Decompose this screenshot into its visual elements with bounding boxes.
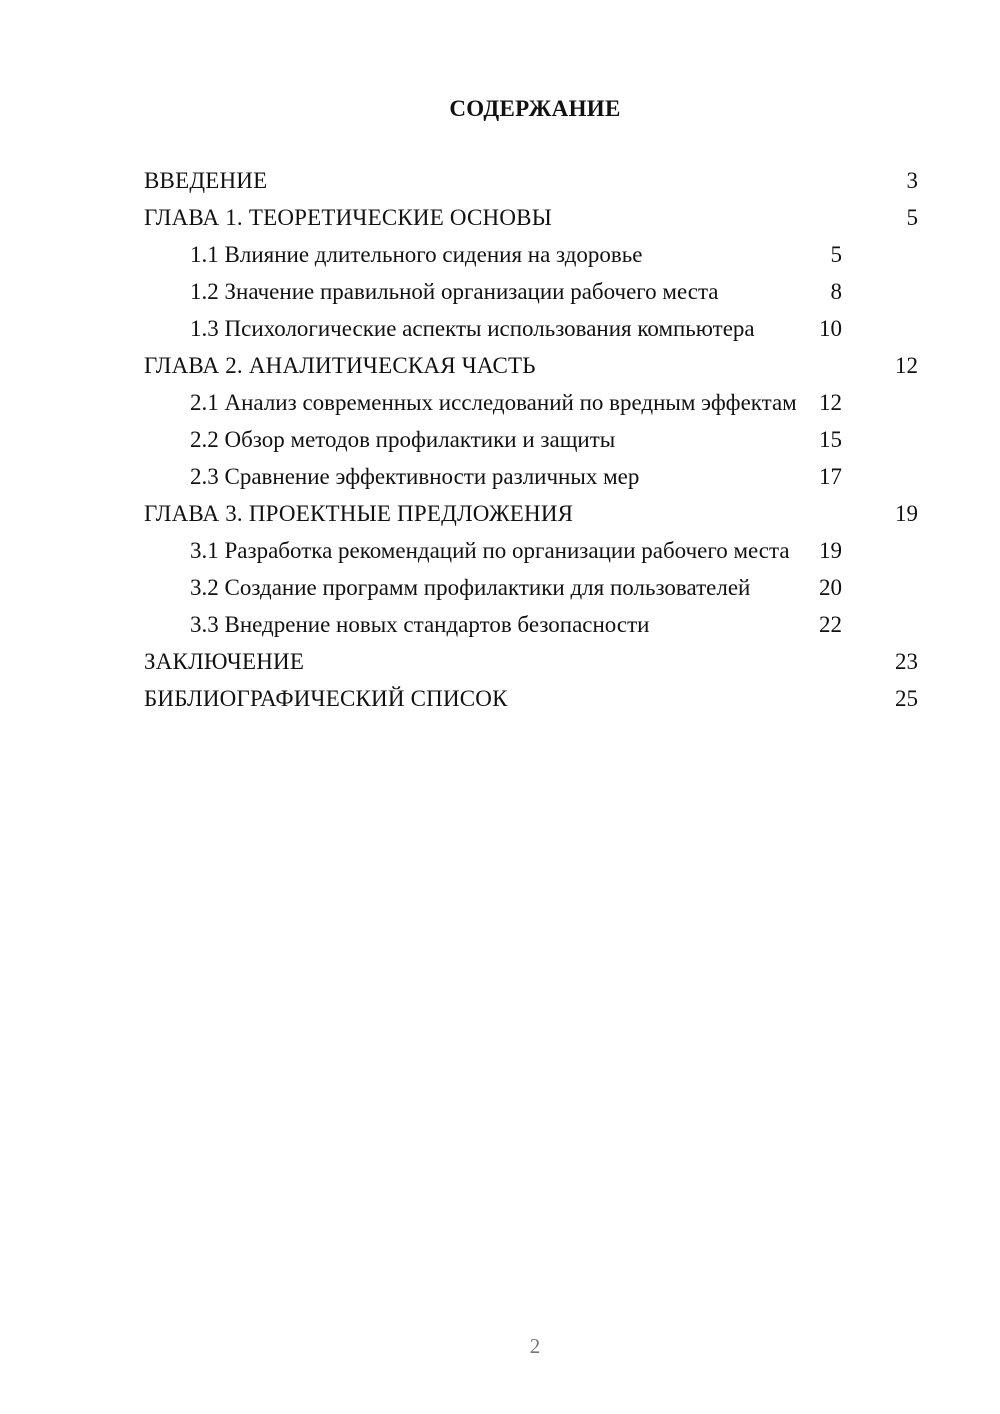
toc-entry-chapter-3 (144, 501, 918, 527)
toc-entry-label: 1.1 Влияние длительного сидения на здоровье (190, 242, 643, 267)
toc-entry-section-3-1 (144, 538, 918, 564)
toc-entry-label: 2.1 Анализ современных исследований по вредным эффектам (190, 390, 797, 415)
toc-entry-page: 19 (895, 501, 918, 526)
toc-entry-section-2-1 (144, 390, 918, 416)
toc-entry-label: 3.2 Создание программ профилактики для пользователей (190, 575, 751, 600)
toc-entry-page: 8 (830, 279, 842, 304)
toc-entry-label: 3.3 Внедрение новых стандартов безопасности (190, 612, 650, 637)
toc-entry-page: 25 (895, 686, 918, 711)
toc-entry-section-1-3 (144, 316, 918, 342)
toc-entry-label: 2.3 Сравнение эффективности различных мер (190, 464, 640, 489)
toc-entry-label: 1.3 Психологические аспекты использования компьютера (190, 316, 755, 341)
toc-entry-page: 3 (906, 168, 918, 193)
toc-entry-page: 5 (830, 242, 842, 267)
toc-entry-page: 10 (819, 316, 842, 341)
toc-entry-section-3-2 (144, 575, 918, 601)
toc-entry-section-2-2 (144, 427, 918, 453)
toc-entry-page: 23 (895, 649, 918, 674)
toc-entry-conclusion (144, 649, 918, 675)
toc-entry-page: 15 (819, 427, 842, 452)
toc-entry-label: ГЛАВА 2. АНАЛИТИЧЕСКАЯ ЧАСТЬ (144, 353, 536, 378)
page-number: 2 (529, 1334, 541, 1358)
toc-entry-section-3-3 (144, 612, 918, 638)
toc-entry-label: БИБЛИОГРАФИЧЕСКИЙ СПИСОК (144, 686, 508, 711)
toc-entry-introduction (144, 168, 918, 194)
page-title: СОДЕРЖАНИЕ (449, 96, 621, 121)
toc-entry-page: 12 (819, 390, 842, 415)
toc-entry-page: 19 (819, 538, 842, 563)
toc-entry-label: 2.2 Обзор методов профилактики и защиты (190, 427, 616, 452)
toc-entry-label: 1.2 Значение правильной организации рабочего места (190, 279, 719, 304)
toc-entry-bibliography (144, 686, 918, 712)
toc-entry-page: 5 (906, 205, 918, 230)
toc-entry-page: 20 (819, 575, 842, 600)
toc-entry-page: 17 (819, 464, 842, 489)
toc-entry-page: 22 (819, 612, 842, 637)
toc-entry-section-1-1 (144, 242, 918, 268)
toc-entry-chapter-1 (144, 205, 918, 231)
toc-entry-label: ГЛАВА 3. ПРОЕКТНЫЕ ПРЕДЛОЖЕНИЯ (144, 501, 574, 526)
toc-entry-page: 12 (895, 353, 918, 378)
toc-entry-label: ВВЕДЕНИЕ (144, 168, 268, 193)
toc-entry-label: 3.1 Разработка рекомендаций по организации рабочего места (190, 538, 790, 563)
toc-entry-section-2-3 (144, 464, 918, 490)
toc-entry-label: ГЛАВА 1. ТЕОРЕТИЧЕСКИЕ ОСНОВЫ (144, 205, 552, 230)
toc-entry-chapter-2 (144, 353, 918, 379)
table-of-contents (144, 168, 918, 723)
toc-entry-label: ЗАКЛЮЧЕНИЕ (144, 649, 305, 674)
toc-entry-section-1-2 (144, 279, 918, 305)
